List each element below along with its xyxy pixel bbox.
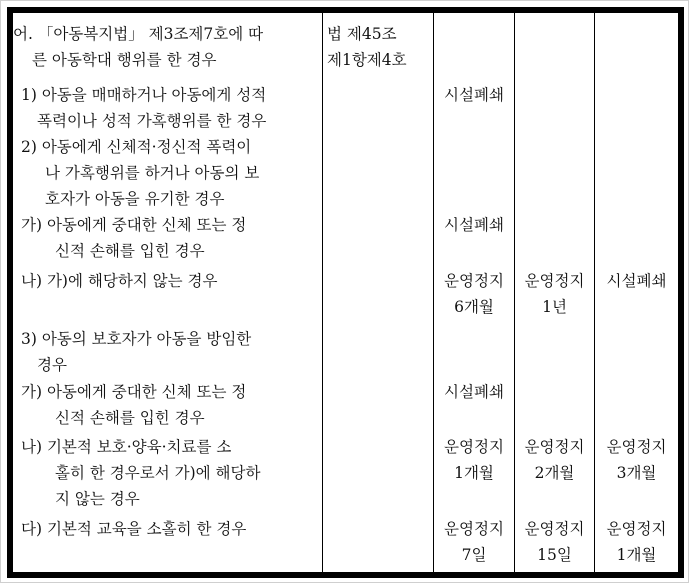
penalty-text: 시설폐쇄: [444, 86, 504, 104]
column-divider: [322, 13, 323, 572]
violation-line: 경우: [37, 356, 67, 374]
violation-line: 가) 아동에게 중대한 신체 또는 정: [21, 383, 247, 401]
penalty-text: 15일: [537, 546, 572, 564]
law-line: 제1항제4호: [327, 51, 407, 69]
violation-cell: [13, 21, 263, 73]
violation-line: 신적 손해를 입힌 경우: [55, 242, 205, 260]
first-offense-cell: [434, 516, 514, 568]
penalty-text: 시설폐쇄: [444, 216, 504, 234]
penalty-text: 1년: [542, 298, 567, 316]
violation-cell: [21, 379, 246, 431]
violation-cell: [21, 268, 218, 294]
second-offense-cell: [515, 268, 594, 320]
violation-line: 나) 가)에 해당하지 않는 경우: [21, 272, 218, 290]
third-offense-cell: [595, 516, 678, 568]
violation-line: 어. 「아동복지법」 제3조제7호에 따: [13, 25, 264, 43]
penalty-text: 시설폐쇄: [606, 272, 667, 290]
violation-cell: [21, 134, 259, 212]
law-cell: [327, 21, 407, 73]
violation-line: 홀히 한 경우로서 가)에 해당하: [55, 464, 261, 482]
first-offense-cell: [434, 82, 514, 108]
violation-line: 1) 아동을 매매하거나 아동에게 성적: [21, 86, 267, 104]
first-offense-cell: [434, 434, 514, 486]
violation-line: 신적 손해를 입힌 경우: [55, 409, 205, 427]
penalty-text: 운영정지: [444, 272, 504, 290]
violation-cell: [21, 82, 266, 134]
penalty-text: 1개월: [454, 464, 494, 482]
violation-line: 3) 아동의 보호자가 아동을 방임한: [21, 330, 252, 348]
second-offense-cell: [515, 516, 594, 568]
penalty-text: 3개월: [616, 464, 657, 482]
violation-line: 지 않는 경우: [55, 490, 140, 508]
first-offense-cell: [434, 212, 514, 238]
violation-cell: [21, 434, 260, 512]
penalty-table: [7, 7, 684, 578]
second-offense-cell: [515, 434, 594, 486]
penalty-text: 시설폐쇄: [444, 383, 504, 401]
law-line: 법 제45조: [327, 25, 397, 43]
penalty-text: 2개월: [534, 464, 575, 482]
penalty-text: 운영정지: [444, 438, 504, 456]
third-offense-cell: [595, 434, 678, 486]
penalty-text: 운영정지: [606, 438, 667, 456]
penalty-text: 운영정지: [444, 520, 504, 538]
violation-line: 폭력이나 성적 가혹행위를 한 경우: [37, 112, 267, 130]
violation-cell: [21, 212, 246, 264]
violation-line: 나 가혹행위를 하거나 아동의 보: [45, 164, 260, 182]
violation-cell: [21, 516, 246, 542]
first-offense-cell: [434, 268, 514, 320]
penalty-text: 운영정지: [524, 272, 585, 290]
violation-line: 다) 기본적 교육을 소홀히 한 경우: [21, 520, 247, 538]
penalty-text: 운영정지: [524, 438, 585, 456]
violation-line: 호자가 아동을 유기한 경우: [45, 190, 225, 208]
first-offense-cell: [434, 379, 514, 405]
third-offense-cell: [595, 268, 678, 294]
penalty-text: 운영정지: [606, 520, 667, 538]
violation-cell: [21, 326, 251, 378]
penalty-text: 6개월: [454, 298, 494, 316]
violation-line: 나) 기본적 보호·양육·치료를 소: [21, 438, 232, 456]
penalty-text: 7일: [461, 546, 487, 564]
violation-line: 2) 아동에게 신체적·정신적 폭력이: [21, 138, 252, 156]
violation-line: 가) 아동에게 중대한 신체 또는 정: [21, 216, 247, 234]
penalty-text: 운영정지: [524, 520, 585, 538]
penalty-text: 1개월: [616, 546, 657, 564]
violation-line: 른 아동학대 행위를 한 경우: [32, 51, 217, 69]
